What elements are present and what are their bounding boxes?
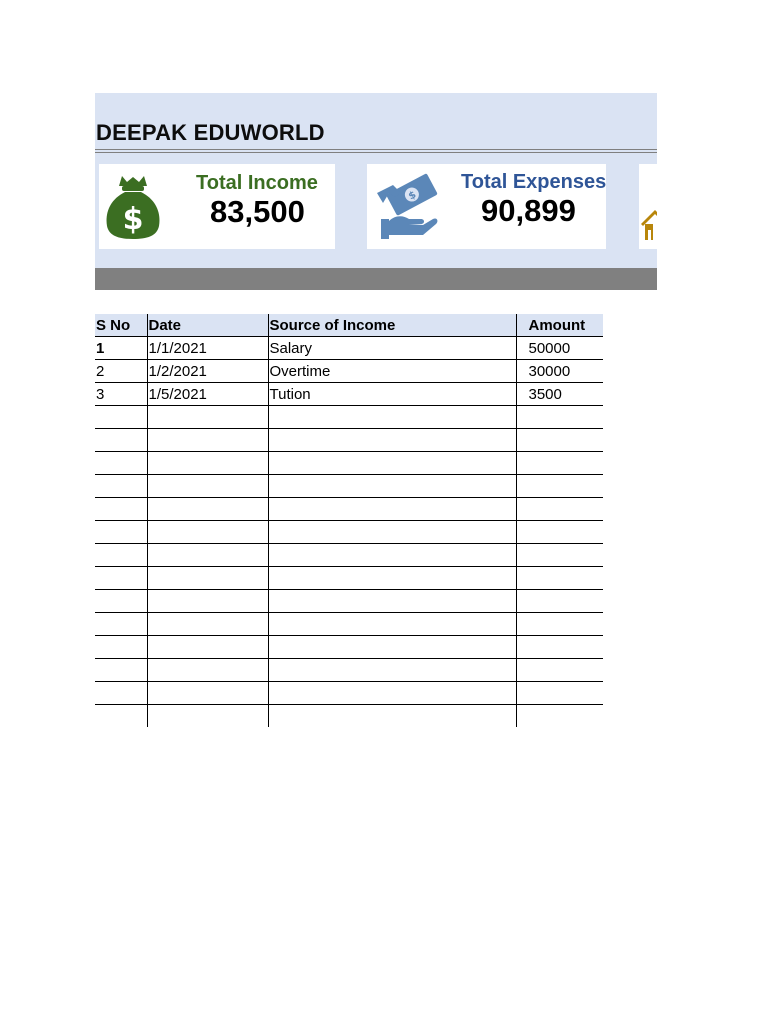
empty-cell[interactable] xyxy=(516,521,603,544)
empty-cell[interactable] xyxy=(268,705,516,728)
total-income-label: Total Income xyxy=(196,172,318,194)
empty-cell[interactable] xyxy=(268,544,516,567)
empty-cell[interactable] xyxy=(268,613,516,636)
empty-cell[interactable] xyxy=(268,521,516,544)
table-row xyxy=(95,360,603,383)
empty-cell[interactable] xyxy=(95,567,147,590)
empty-cell[interactable] xyxy=(147,613,268,636)
empty-row xyxy=(95,705,603,728)
empty-cell[interactable] xyxy=(147,636,268,659)
total-income-value: 83,500 xyxy=(210,194,305,229)
hand-money-icon xyxy=(375,173,439,246)
empty-row xyxy=(95,590,603,613)
empty-cell[interactable] xyxy=(268,567,516,590)
empty-row xyxy=(95,429,603,452)
money-bag-icon xyxy=(105,174,161,245)
empty-row xyxy=(95,406,603,429)
column-header-sno[interactable]: S No xyxy=(95,314,147,337)
empty-cell[interactable] xyxy=(147,544,268,567)
empty-cell[interactable] xyxy=(95,521,147,544)
empty-cell[interactable] xyxy=(268,636,516,659)
empty-cell[interactable] xyxy=(147,567,268,590)
dashboard-banner xyxy=(95,93,657,290)
empty-cell[interactable] xyxy=(95,636,147,659)
empty-cell[interactable] xyxy=(268,429,516,452)
empty-row xyxy=(95,544,603,567)
empty-cell[interactable] xyxy=(95,590,147,613)
empty-cell[interactable] xyxy=(268,682,516,705)
banner-footer-bar xyxy=(95,268,657,290)
empty-cell[interactable] xyxy=(516,475,603,498)
empty-cell[interactable] xyxy=(147,406,268,429)
empty-cell[interactable] xyxy=(95,659,147,682)
empty-cell[interactable] xyxy=(516,659,603,682)
empty-row xyxy=(95,521,603,544)
column-header-amount[interactable]: Amount xyxy=(516,314,603,337)
cell-source[interactable]: Overtime xyxy=(268,360,516,383)
cell-amount[interactable]: 30000 xyxy=(516,360,603,383)
table-header-row xyxy=(95,314,603,337)
empty-cell[interactable] xyxy=(516,452,603,475)
total-expenses-card xyxy=(367,164,606,249)
empty-cell[interactable] xyxy=(516,636,603,659)
cell-amount[interactable]: 3500 xyxy=(516,383,603,406)
income-table xyxy=(95,314,603,727)
table-row xyxy=(95,383,603,406)
empty-cell[interactable] xyxy=(268,659,516,682)
cell-date[interactable]: 1/5/2021 xyxy=(147,383,268,406)
empty-cell[interactable] xyxy=(147,590,268,613)
svg-text:$: $ xyxy=(406,189,419,203)
empty-cell[interactable] xyxy=(95,498,147,521)
total-expenses-label: Total Expenses xyxy=(461,171,607,193)
cell-date[interactable]: 1/1/2021 xyxy=(147,337,268,360)
empty-cell[interactable] xyxy=(147,429,268,452)
empty-row xyxy=(95,682,603,705)
empty-cell[interactable] xyxy=(516,682,603,705)
empty-cell[interactable] xyxy=(516,705,603,728)
empty-row xyxy=(95,452,603,475)
empty-cell[interactable] xyxy=(516,544,603,567)
title-divider-secondary xyxy=(95,152,657,153)
empty-cell[interactable] xyxy=(516,498,603,521)
empty-cell[interactable] xyxy=(516,567,603,590)
page-title: DEEPAK EDUWORLD xyxy=(96,120,325,145)
empty-cell[interactable] xyxy=(268,406,516,429)
empty-cell[interactable] xyxy=(147,521,268,544)
empty-cell[interactable] xyxy=(268,498,516,521)
empty-cell[interactable] xyxy=(516,613,603,636)
svg-text:$: $ xyxy=(122,202,144,237)
cell-source[interactable]: Tution xyxy=(268,383,516,406)
empty-row xyxy=(95,613,603,636)
empty-cell[interactable] xyxy=(516,429,603,452)
empty-cell[interactable] xyxy=(516,406,603,429)
empty-cell[interactable] xyxy=(95,452,147,475)
total-expenses-value: 90,899 xyxy=(481,193,576,228)
empty-cell[interactable] xyxy=(95,544,147,567)
column-header-source[interactable]: Source of Income xyxy=(268,314,516,337)
empty-cell[interactable] xyxy=(95,406,147,429)
empty-row xyxy=(95,659,603,682)
cell-sno[interactable]: 3 xyxy=(95,383,147,406)
column-header-date[interactable]: Date xyxy=(147,314,268,337)
cell-date[interactable]: 1/2/2021 xyxy=(147,360,268,383)
house-icon xyxy=(641,206,657,247)
balance-card xyxy=(639,164,657,249)
empty-row xyxy=(95,475,603,498)
empty-cell[interactable] xyxy=(147,659,268,682)
table-row xyxy=(95,337,603,360)
cell-sno[interactable]: 2 xyxy=(95,360,147,383)
empty-cell[interactable] xyxy=(268,475,516,498)
empty-row xyxy=(95,567,603,590)
empty-cell[interactable] xyxy=(95,475,147,498)
empty-cell[interactable] xyxy=(95,705,147,728)
empty-row xyxy=(95,498,603,521)
empty-cell[interactable] xyxy=(268,452,516,475)
empty-cell[interactable] xyxy=(147,682,268,705)
empty-cell[interactable] xyxy=(95,613,147,636)
cell-sno[interactable]: 1 xyxy=(95,337,147,360)
empty-cell[interactable] xyxy=(95,429,147,452)
empty-cell[interactable] xyxy=(147,705,268,728)
empty-cell[interactable] xyxy=(516,590,603,613)
cell-source[interactable]: Salary xyxy=(268,337,516,360)
title-divider xyxy=(95,149,657,150)
empty-cell[interactable] xyxy=(147,452,268,475)
empty-cell[interactable] xyxy=(95,682,147,705)
empty-cell[interactable] xyxy=(147,498,268,521)
empty-row xyxy=(95,636,603,659)
empty-cell[interactable] xyxy=(268,590,516,613)
empty-cell[interactable] xyxy=(147,475,268,498)
total-income-card xyxy=(99,164,335,249)
cell-amount[interactable]: 50000 xyxy=(516,337,603,360)
